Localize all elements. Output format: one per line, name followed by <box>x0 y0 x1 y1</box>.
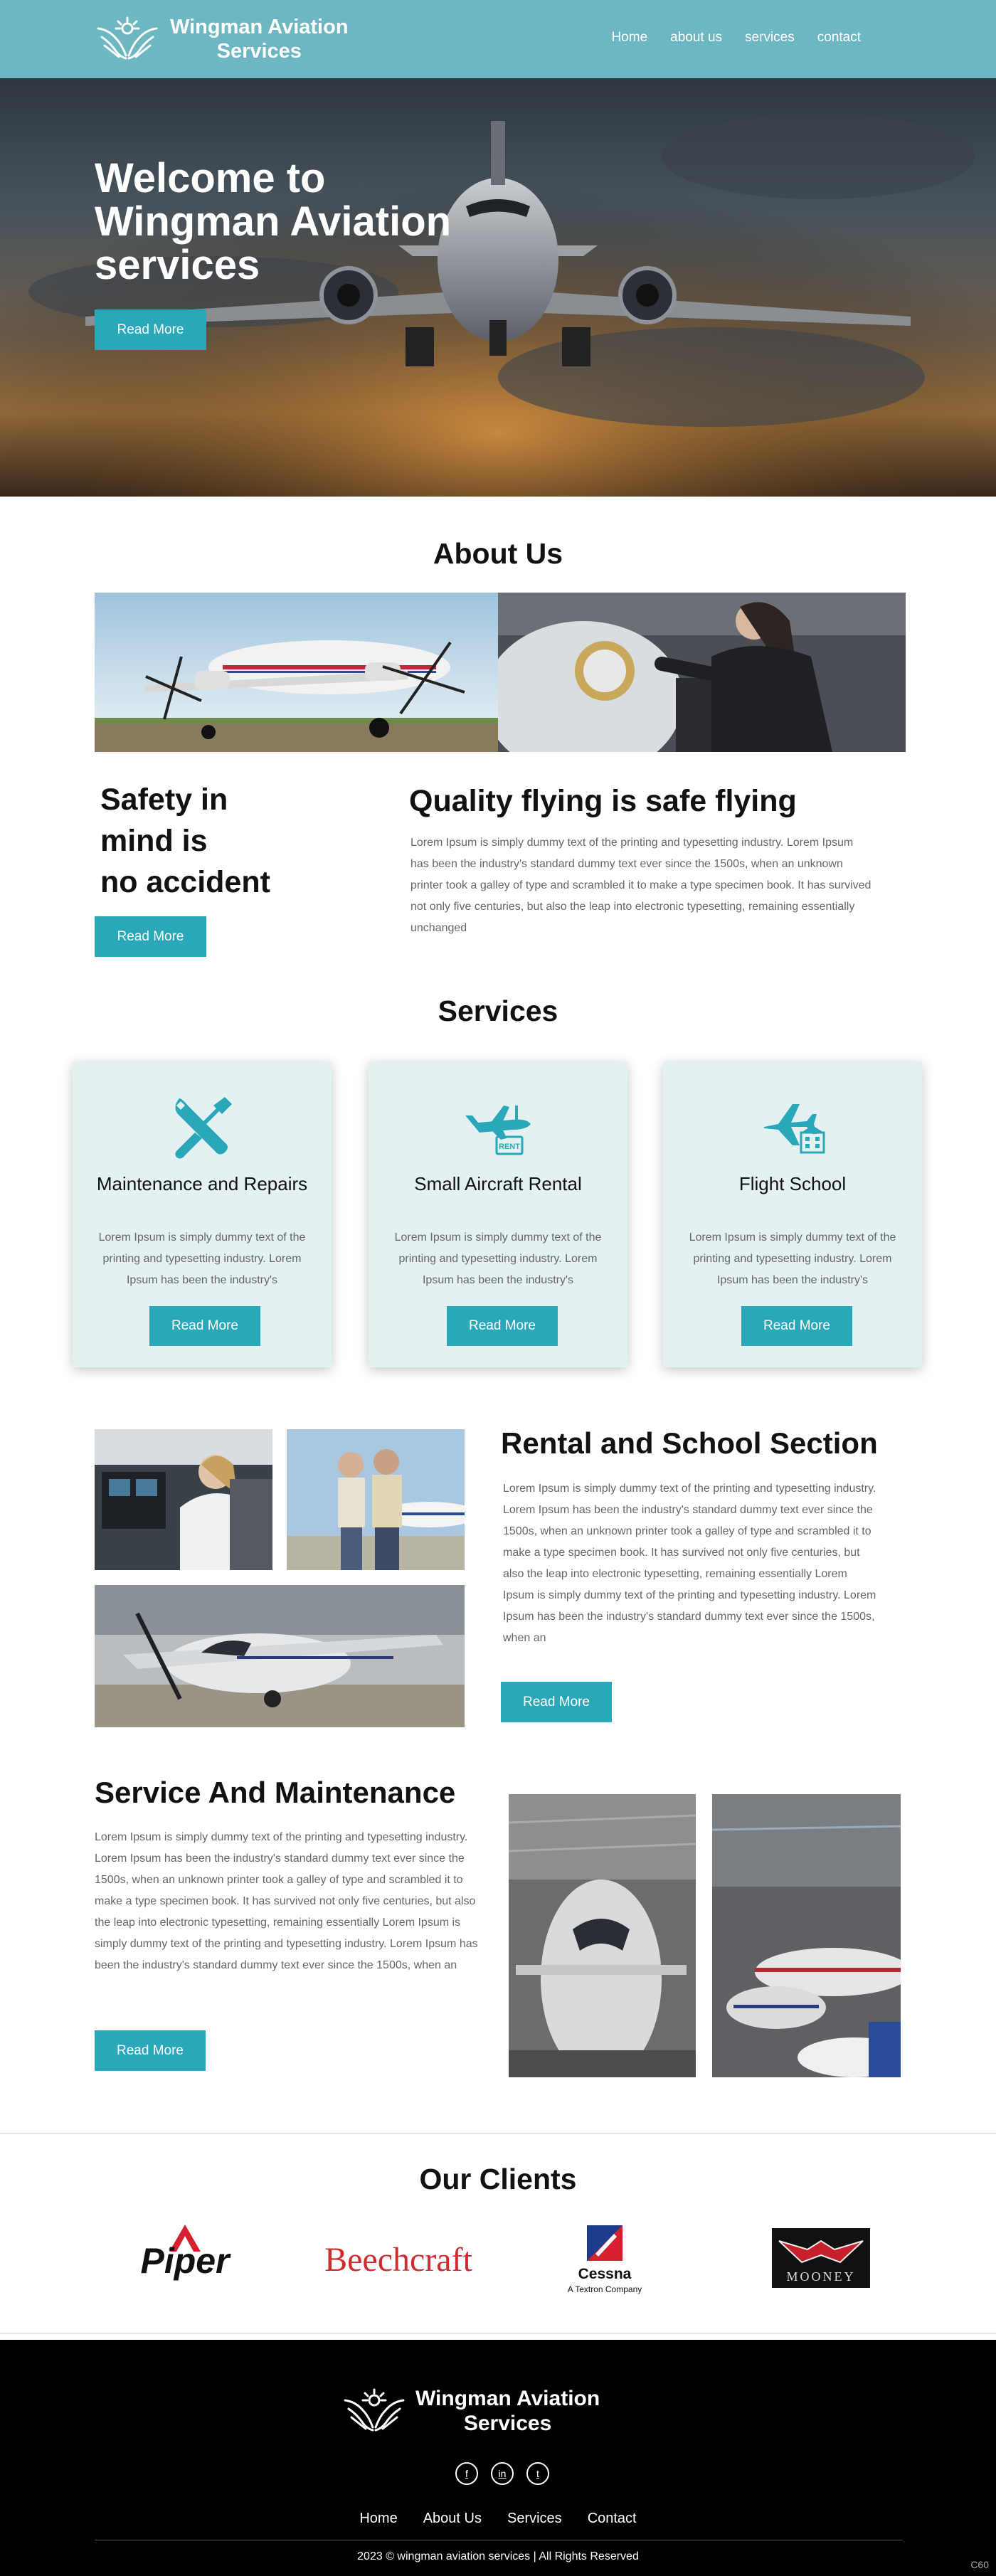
hero-read-more-button[interactable]: Read More <box>95 309 206 350</box>
wings-hands-logo-icon <box>95 14 160 64</box>
nav-home[interactable]: Home <box>611 30 648 45</box>
logo-text <box>170 15 349 63</box>
wings-hands-logo-icon <box>341 2386 407 2436</box>
service-card-read-more-button[interactable]: Read More <box>741 1306 852 1346</box>
service-card-read-more-button[interactable]: Read More <box>149 1306 260 1346</box>
piper-logo-text: Piper <box>140 2241 230 2281</box>
hero-banner <box>0 78 996 497</box>
footer-nav-home[interactable]: Home <box>359 2511 398 2526</box>
footer-nav-contact[interactable]: Contact <box>587 2511 637 2526</box>
linkedin-icon[interactable]: in <box>491 2462 514 2485</box>
footer-logo-text-line-1: Wingman Aviation <box>415 2387 600 2410</box>
facebook-icon[interactable]: f <box>455 2462 478 2485</box>
site-header <box>0 0 996 78</box>
logo-text-line-2: Services <box>216 40 302 63</box>
safety-heading-line-3: no accident <box>100 865 270 899</box>
safety-heading <box>100 779 385 903</box>
site-footer <box>0 2340 996 2576</box>
corner-tag: C60 <box>970 2559 989 2570</box>
footer-nav <box>0 2511 996 2527</box>
about-plane-photo <box>95 593 498 752</box>
clients-section <box>0 2133 996 2334</box>
nav-about[interactable]: about us <box>670 30 723 45</box>
maintenance-title: Service And Maintenance <box>95 1776 456 1809</box>
rent-plane-icon <box>462 1091 534 1162</box>
maintenance-text: Lorem Ipsum is simply dummy text of the printing and typesetting industry. Lorem Ipsum has been the industry's standard dummy text ever since the 1500s, when an unknown printer took a galley of type and scrambled it to make a type specimen book. It has survived not only five centuries, but also the leap into electronic typesetting, remaining essentially Lorem Ipsum is simply dummy text of the printing and typesetting industry. Lorem Ipsum has been the industry's standard dummy text ever since the 1500s, when an <box>95 1831 478 1971</box>
about-title: About Us <box>433 537 563 570</box>
service-card-text: Lorem Ipsum is simply dummy text of the printing and typesetting industry. Lorem Ipsum has been the industry's <box>98 1231 306 1286</box>
plane-school-icon <box>757 1091 828 1162</box>
mooney-logo-text: MOONEY <box>786 2269 856 2284</box>
service-card-text: Lorem Ipsum is simply dummy text of the printing and typesetting industry. Lorem Ipsum has been the industry's <box>689 1231 896 1286</box>
footer-logo[interactable] <box>341 2386 600 2436</box>
rental-text: Lorem Ipsum is simply dummy text of the printing and typesetting industry. Lorem Ipsum has been the industry's standard dummy text ever since the 1500s, when an unknown printer took a galley of type and scrambled it to make a type specimen book. It has survived not only five centuries, but also the leap into electronic typesetting, remaining essentially Lorem Ipsum is simply dummy text of the printing and typesetting industry. Lorem Ipsum has been the industry's standard dummy text ever since the 1500s, when an <box>503 1483 876 1644</box>
nav-services[interactable]: services <box>745 30 795 45</box>
service-card-title: Maintenance and Repairs <box>96 1173 308 1194</box>
nav-contact[interactable]: contact <box>817 30 861 45</box>
logo-text-line-1: Wingman Aviation <box>170 16 349 38</box>
main-nav <box>611 30 861 46</box>
rental-title: Rental and School Section <box>501 1426 878 1460</box>
couple-with-plane-photo <box>287 1429 465 1570</box>
beechcraft-logo-text: Beechcraft <box>324 2241 472 2279</box>
quality-text: Lorem Ipsum is simply dummy text of the printing and typesetting industry. Lorem Ipsum has been the industry's standard dummy text ever since the 1500s, when an unknown printer took a galley of type and scrambled it to make a type specimen book. It has survived not only five centuries, but also the leap into electronic typesetting, remaining essentially unchanged <box>410 837 872 934</box>
footer-nav-services[interactable]: Services <box>507 2511 562 2526</box>
about-read-more-button[interactable]: Read More <box>95 916 206 957</box>
mooney-logo-icon[interactable] <box>772 2228 870 2288</box>
clients-title: Our Clients <box>419 2163 577 2195</box>
service-card-title: Flight School <box>738 1173 847 1194</box>
service-card-flight-school <box>663 1061 922 1367</box>
svg-text:RENT: RENT <box>499 1143 520 1151</box>
cessna-logo-icon[interactable] <box>558 2225 651 2298</box>
quality-heading: Quality flying is safe flying <box>409 784 797 818</box>
service-card-read-more-button[interactable]: Read More <box>447 1306 558 1346</box>
piper-logo-icon[interactable] <box>114 2223 256 2281</box>
cessna-logo-text: Cessna <box>578 2266 632 2282</box>
tools-icon <box>166 1091 238 1162</box>
footer-logo-text-line-2: Services <box>463 2412 552 2435</box>
service-card-text: Lorem Ipsum is simply dummy text of the printing and typesetting industry. Lorem Ipsum has been the industry's <box>394 1231 602 1286</box>
hero-title: Welcome to Wingman Aviation services <box>95 155 452 288</box>
hangar-plane-photo-2 <box>712 1794 901 2077</box>
about-mechanic-photo <box>498 593 906 752</box>
service-card-title: Small Aircraft Rental <box>414 1173 582 1194</box>
copyright-text: 2023 © wingman aviation services | All Rights Reserved <box>357 2550 639 2562</box>
twitter-icon[interactable]: t <box>526 2462 549 2485</box>
services-title: Services <box>438 995 558 1027</box>
safety-heading-line-2: mind is <box>100 824 208 858</box>
plane-on-runway-photo <box>95 1585 465 1727</box>
safety-heading-line-1: Safety in <box>100 783 228 817</box>
rental-read-more-button[interactable]: Read More <box>501 1682 612 1722</box>
service-card-rental <box>369 1061 627 1367</box>
footer-nav-about[interactable]: About Us <box>423 2511 482 2526</box>
hangar-plane-photo-1 <box>509 1794 696 2077</box>
service-card-maintenance <box>73 1061 332 1367</box>
beechcraft-logo-icon[interactable] <box>309 2234 487 2284</box>
cockpit-pilot-photo <box>95 1429 272 1570</box>
footer-logo-text <box>415 2386 600 2436</box>
cessna-logo-subtext: A Textron Company <box>567 2284 642 2294</box>
site-logo[interactable] <box>95 14 349 64</box>
maintenance-read-more-button[interactable]: Read More <box>95 2030 206 2071</box>
